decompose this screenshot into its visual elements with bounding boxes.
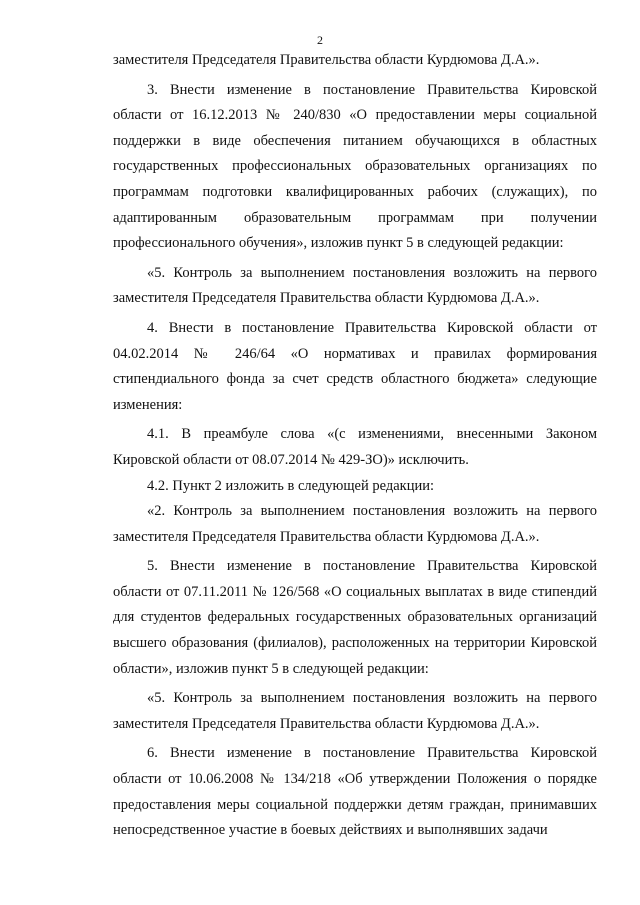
paragraph: «5. Контроль за выполнением постановления возложить на первого заместителя Председателя Правительства области Курдюмова Д.А.». <box>113 264 597 307</box>
paragraph: «2. Контроль за выполнением постановления возложить на первого заместителя Председателя Правительства области Курдюмова Д.А.». <box>113 503 597 545</box>
document-body <box>113 48 597 844</box>
paragraph: 4. Внести в постановление Правительства Кировской области от 04.02.2014 № 246/64 «О нормативах и правилах формирования стипендиального фонда за счет средств областного бюджета» следующие изменения: <box>113 319 597 413</box>
paragraph: 4.1. В преамбуле слова «(с изменениями, внесенными Законом Кировской области от 08.07.2014 № 429-ЗО)» исключить. <box>113 426 597 468</box>
paragraph: 3. Внести изменение в постановление Правительства Кировской области от 16.12.2013 № 240/830 «О предоставлении меры социальной поддержки в виде обеспечения питанием обучающихся в областных государственных профессиональных образовательных организациях по программам подготовки квалифицированных рабочих (служащих), по адаптированным образовательным программам при получении профессионального обучения», изложив пункт 5 в следующей редакции: <box>113 81 597 252</box>
paragraph: 5. Внести изменение в постановление Правительства Кировской области от 07.11.2011 № 126/568 «О социальных выплатах в виде стипендий для студентов федеральных государственных образовательных организаций высшего образования (филиалов), расположенных на территории Кировской области», изложив пункт 5 в следующей редакции: <box>113 558 597 677</box>
paragraph: 4.2. Пункт 2 изложить в следующей редакции: <box>147 477 435 494</box>
paragraph: 6. Внести изменение в постановление Правительства Кировской области от 10.06.2008 № 134/218 «Об утверждении Положения о порядке предоставления меры социальной поддержки детям граждан, принимавших непосредственное участие в боевых действиях и выполнявших задачи <box>113 745 597 839</box>
paragraph: «5. Контроль за выполнением постановления возложить на первого заместителя Председателя Правительства области Курдюмова Д.А.». <box>113 690 597 732</box>
paragraph: заместителя Председателя Правительства области Курдюмова Д.А.». <box>113 52 540 68</box>
page-number: 2 <box>317 33 323 47</box>
